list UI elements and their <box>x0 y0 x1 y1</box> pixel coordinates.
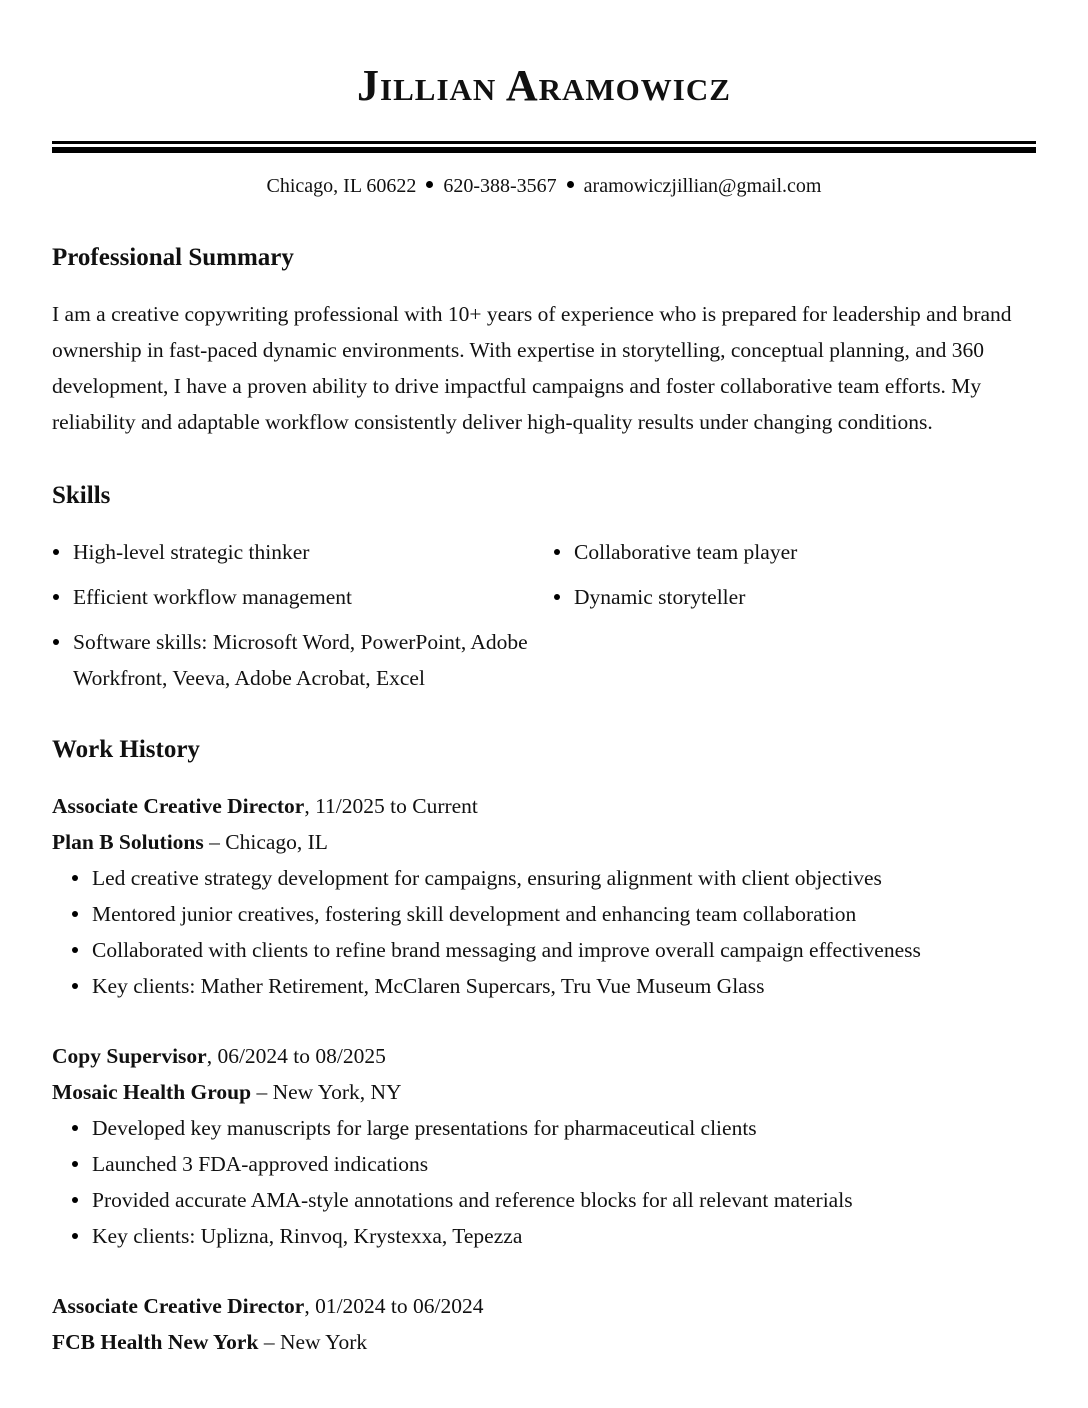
job-bullet: Mentored junior creatives, fostering skill development and enhancing team collaboration <box>52 896 1036 932</box>
job-bullet: Developed key manuscripts for large presentations for pharmaceutical clients <box>52 1110 1036 1146</box>
skill-item: Dynamic storyteller <box>553 579 1036 615</box>
job-location: – Chicago, IL <box>203 830 328 854</box>
job-bullet: Launched 3 FDA-approved indications <box>52 1146 1036 1182</box>
contact-address: Chicago, IL 60622 <box>266 175 417 197</box>
job-company: Mosaic Health Group <box>52 1080 252 1104</box>
job-title-line <box>52 788 1036 824</box>
job-bullet: Key clients: Mather Retirement, McClaren Supercars, Tru Vue Museum Glass <box>52 968 1036 1004</box>
job-company-line <box>52 1324 1036 1360</box>
bullet-separator <box>567 181 574 188</box>
header-divider-thin <box>52 141 1036 144</box>
job-company-line <box>52 824 1036 860</box>
job-bullet: Provided accurate AMA-style annotations and reference blocks for all relevant materials <box>52 1182 1036 1218</box>
work-history-list <box>52 788 1036 1360</box>
job-dates: , 06/2024 to 08/2025 <box>206 1044 386 1068</box>
contact-line <box>52 173 1036 199</box>
skill-item: Collaborative team player <box>553 534 1036 570</box>
bullet-separator <box>426 181 433 188</box>
contact-phone: 620-388-3567 <box>443 175 557 197</box>
skill-item: Software skills: Microsoft Word, PowerPoint, Adobe Workfront, Veeva, Adobe Acrobat, Excel <box>52 624 553 696</box>
job-entry <box>52 1288 1036 1360</box>
job-dates: , 01/2024 to 06/2024 <box>304 1294 484 1318</box>
job-bullets <box>52 1110 1036 1254</box>
skills-list <box>52 534 1036 696</box>
job-entry <box>52 788 1036 1004</box>
job-title-line <box>52 1288 1036 1324</box>
skill-item: Efficient workflow management <box>52 579 553 615</box>
job-dates: , 11/2025 to Current <box>304 794 478 818</box>
resume-page <box>52 0 1036 1360</box>
job-title: Associate Creative Director <box>52 1294 305 1318</box>
contact-email: aramowiczjillian@gmail.com <box>583 175 822 197</box>
job-bullet: Key clients: Uplizna, Rinvoq, Krystexxa, Tepezza <box>52 1218 1036 1254</box>
job-title-line <box>52 1038 1036 1074</box>
job-bullets <box>52 860 1036 1004</box>
header-divider-thick <box>52 147 1036 153</box>
section-heading-work: Work History <box>52 736 200 763</box>
summary-text: I am a creative copywriting professional with 10+ years of experience who is prepared for leadership and brand ownership in fast-paced dynamic environments. With expertise in storytelling, conceptual planning, and 360 development, I have a proven ability to drive impactful campaigns and foster collaborative team efforts. My reliability and adaptable workflow consistently deliver high-quality results under changing conditions. <box>52 302 1012 434</box>
job-title: Copy Supervisor <box>52 1044 207 1068</box>
job-bullet: Collaborated with clients to refine brand messaging and improve overall campaign effectiveness <box>52 932 1036 968</box>
job-entry <box>52 1038 1036 1254</box>
job-company: FCB Health New York <box>52 1330 259 1354</box>
section-heading-summary: Professional Summary <box>52 244 294 271</box>
job-location: – New York, NY <box>251 1080 402 1104</box>
job-company-line <box>52 1074 1036 1110</box>
candidate-name: Jillian Aramowicz <box>357 61 731 110</box>
job-bullet: Led creative strategy development for campaigns, ensuring alignment with client objectives <box>52 860 1036 896</box>
section-heading-skills: Skills <box>52 482 111 509</box>
job-title: Associate Creative Director <box>52 794 305 818</box>
job-location: – New York <box>258 1330 368 1354</box>
job-company: Plan B Solutions <box>52 830 204 854</box>
skill-item: High-level strategic thinker <box>52 534 553 570</box>
